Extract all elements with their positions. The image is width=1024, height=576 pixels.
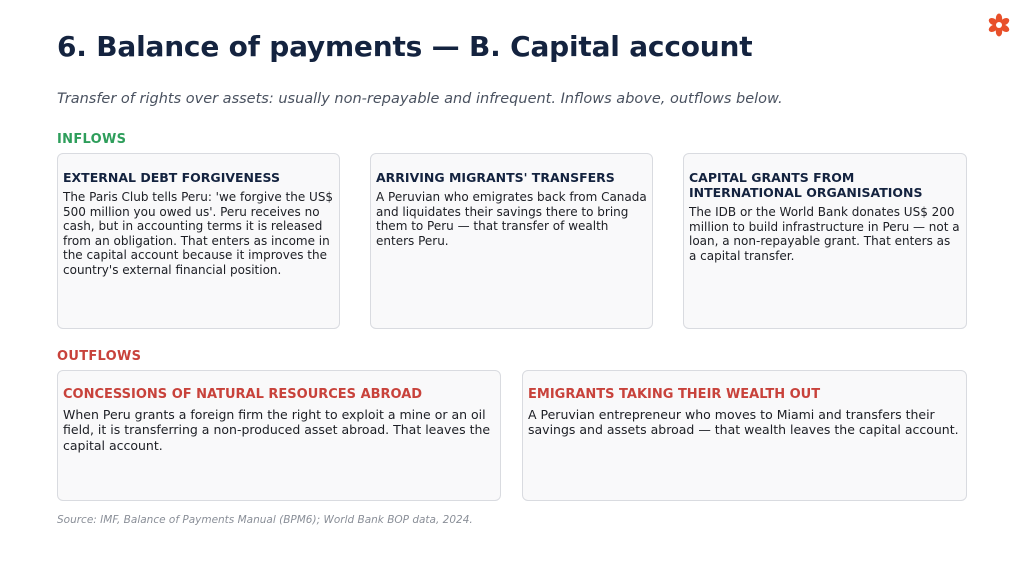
page-title: 6. Balance of payments — B. Capital account: [57, 30, 753, 63]
card-title: EXTERNAL DEBT FORGIVENESS: [63, 170, 280, 185]
page-subtitle: Transfer of rights over assets: usually non-repayable and infrequent. Inflows above, outflows below.: [57, 91, 783, 107]
card-title: CONCESSIONS OF NATURAL RESOURCES ABROAD: [63, 387, 423, 402]
card-title: EMIGRANTS TAKING THEIR WEALTH OUT: [528, 387, 821, 402]
card-body: A Peruvian entrepreneur who moves to Miami and transfers their savings and assets abroad — that wealth leaves the capital account.: [528, 407, 959, 438]
card-external-debt-forgiveness: [57, 153, 340, 329]
card-body: When Peru grants a foreign firm the right to exploit a mine or an oil field, it is transferring a non-produced asset abroad. That leaves the capital account.: [63, 407, 491, 453]
card-title: ARRIVING MIGRANTS' TRANSFERS: [376, 170, 615, 185]
card-natural-resource-concessions: [57, 370, 501, 501]
card-body: The Paris Club tells Peru: 'we forgive the US$ 500 million you owed us'. Peru receives no cash, but in accounting terms it is released from an obligation. That enters as income in the capital account because it improves the country's external financial position.: [63, 190, 334, 277]
source-note: Source: IMF, Balance of Payments Manual (BPM6); World Bank BOP data, 2024.: [57, 514, 473, 526]
flower-logo-icon: [987, 13, 1011, 37]
card-emigrants-wealth-out: [522, 370, 967, 501]
card-title: CAPITAL GRANTS FROM INTERNATIONAL ORGANISATIONS: [689, 170, 923, 200]
outflows-section-label: OUTFLOWS: [57, 349, 142, 364]
card-body: The IDB or the World Bank donates US$ 200 million to build infrastructure in Peru — not a loan, a non-repayable grant. That enters as a capital transfer.: [689, 205, 960, 263]
inflows-section-label: INFLOWS: [57, 132, 127, 147]
card-capital-grants: [683, 153, 967, 329]
card-body: A Peruvian who emigrates back from Canada and liquidates their savings there to bring them to Peru — that transfer of wealth enters Peru.: [376, 190, 647, 248]
card-arriving-migrants-transfers: [370, 153, 653, 329]
